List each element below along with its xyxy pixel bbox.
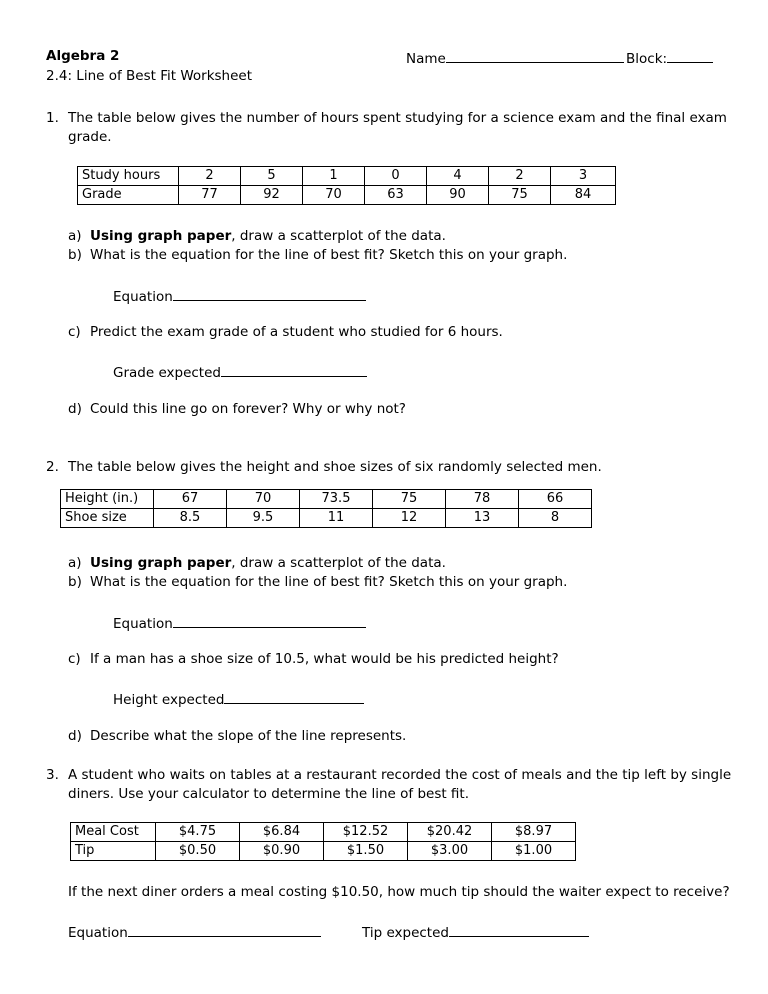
worksheet-subtitle: 2.4: Line of Best Fit Worksheet [46,68,253,84]
table-row [61,509,592,528]
table-cell: 63 [365,186,427,205]
q2-equation-field[interactable] [113,613,366,632]
table-cell: 5 [241,167,303,186]
table-cell: 66 [519,490,592,509]
equation-blank[interactable] [128,922,321,937]
q1-data-table [77,166,616,205]
part-letter: d) [68,728,82,744]
q2-height-field[interactable] [113,689,364,708]
course-title: Algebra 2 [46,48,120,64]
table-cell: 78 [446,490,519,509]
part-letter: a) [68,555,82,571]
equation-blank[interactable] [173,613,366,628]
q1-part-b [68,247,567,263]
table-cell: 75 [489,186,551,205]
table-cell: $8.97 [492,823,576,842]
q3-number: 3. [46,767,59,783]
name-field[interactable] [406,48,624,67]
table-row [78,167,616,186]
tip-blank[interactable] [449,922,589,937]
part-letter: c) [68,651,81,667]
height-blank[interactable] [224,689,364,704]
table-cell: 8.5 [154,509,227,528]
part-c-text: If a man has a shoe size of 10.5, what would be his predicted height? [90,651,559,667]
q2-part-a [68,555,446,571]
part-a-text: , draw a scatterplot of the data. [231,555,446,571]
part-a-bold: Using graph paper [90,228,232,244]
row-header: Height (in.) [61,490,154,509]
q3-question: If the next diner orders a meal costing $10.50, how much tip should the waiter expect to receive? [68,884,730,900]
q2-part-b [68,574,567,590]
part-letter: d) [68,401,82,417]
table-cell: 67 [154,490,227,509]
q3-prompt-line2: diners. Use your calculator to determine the line of best fit. [68,786,470,802]
block-field[interactable] [626,48,713,67]
part-b-text: What is the equation for the line of best fit? Sketch this on your graph. [90,247,568,263]
table-row [61,490,592,509]
table-cell: 70 [303,186,365,205]
table-row [71,842,576,861]
row-header: Tip [71,842,156,861]
q1-part-a [68,228,446,244]
q2-part-c [68,651,559,667]
q2-number: 2. [46,459,59,475]
table-cell: $12.52 [324,823,408,842]
equation-blank[interactable] [173,286,366,301]
table-row [71,823,576,842]
table-cell: $20.42 [408,823,492,842]
table-cell: 2 [489,167,551,186]
grade-blank[interactable] [221,362,367,377]
table-cell: 84 [551,186,616,205]
part-a-bold: Using graph paper [90,555,232,571]
q1-part-c [68,324,503,340]
table-cell: 11 [300,509,373,528]
part-letter: b) [68,247,82,263]
q3-tip-field[interactable] [362,922,589,941]
q2-part-d [68,728,406,744]
part-b-text: What is the equation for the line of best fit? Sketch this on your graph. [90,574,568,590]
table-row [78,186,616,205]
table-cell: 73.5 [300,490,373,509]
table-cell: 9.5 [227,509,300,528]
block-label: Block: [626,51,668,67]
table-cell: 75 [373,490,446,509]
part-d-text: Describe what the slope of the line represents. [90,728,407,744]
table-cell: 13 [446,509,519,528]
table-cell: 0 [365,167,427,186]
q1-equation-field[interactable] [113,286,366,305]
q3-prompt-line1: A student who waits on tables at a restaurant recorded the cost of meals and the tip left by single [68,767,732,783]
row-header: Meal Cost [71,823,156,842]
part-letter: b) [68,574,82,590]
row-header: Study hours [78,167,179,186]
table-cell: 4 [427,167,489,186]
tip-label: Tip expected [362,925,449,941]
table-cell: 3 [551,167,616,186]
part-letter: c) [68,324,81,340]
q1-prompt-line1: The table below gives the number of hours spent studying for a science exam and the final exam [68,110,727,126]
part-c-text: Predict the exam grade of a student who studied for 6 hours. [90,324,503,340]
table-cell: $1.50 [324,842,408,861]
part-d-text: Could this line go on forever? Why or why not? [90,401,406,417]
table-cell: 2 [179,167,241,186]
table-cell: $3.00 [408,842,492,861]
table-cell: $0.50 [156,842,240,861]
equation-label: Equation [68,925,128,941]
name-label: Name [406,51,446,67]
q1-number: 1. [46,110,59,126]
table-cell: 92 [241,186,303,205]
equation-label: Equation [113,289,173,305]
q1-prompt-line2: grade. [68,129,112,145]
part-letter: a) [68,228,82,244]
table-cell: 12 [373,509,446,528]
height-label: Height expected [113,692,225,708]
table-cell: $1.00 [492,842,576,861]
q1-grade-field[interactable] [113,362,367,381]
q3-data-table [70,822,576,861]
equation-label: Equation [113,616,173,632]
q1-part-d [68,401,406,417]
part-a-text: , draw a scatterplot of the data. [231,228,446,244]
row-header: Shoe size [61,509,154,528]
table-cell: $0.90 [240,842,324,861]
grade-label: Grade expected [113,365,221,381]
table-cell: 90 [427,186,489,205]
q2-data-table [60,489,592,528]
table-cell: 70 [227,490,300,509]
table-cell: 8 [519,509,592,528]
row-header: Grade [78,186,179,205]
table-cell: 1 [303,167,365,186]
block-blank[interactable] [667,48,713,63]
table-cell: $6.84 [240,823,324,842]
q2-prompt: The table below gives the height and shoe sizes of six randomly selected men. [68,459,602,475]
name-blank[interactable] [446,48,624,63]
table-cell: 77 [179,186,241,205]
table-cell: $4.75 [156,823,240,842]
q3-equation-field[interactable] [68,922,321,941]
